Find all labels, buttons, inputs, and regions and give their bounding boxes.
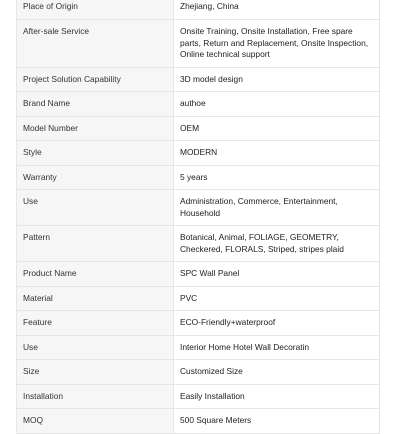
spec-label: Warranty: [17, 165, 174, 190]
spec-label: Brand Name: [17, 92, 174, 117]
spec-value: Zhejiang, China: [174, 0, 380, 20]
spec-label: Place of Origin: [17, 0, 174, 20]
spec-value: Interior Home Hotel Wall Decoratin: [174, 335, 380, 360]
product-spec-table: [16, 0, 380, 434]
spec-label: Use: [17, 335, 174, 360]
spec-label: Product Name: [17, 262, 174, 287]
spec-value: Botanical, Animal, FOLIAGE, GEOMETRY, Checkered, FLORALS, Striped, stripes plaid: [174, 226, 380, 262]
spec-value: MODERN: [174, 141, 380, 166]
spec-value: Administration, Commerce, Entertainment, Household: [174, 190, 380, 226]
spec-label: Style: [17, 141, 174, 166]
spec-label: After-sale Service: [17, 20, 174, 68]
spec-value: 500 Square Meters: [174, 409, 380, 434]
spec-value: Onsite Training, Onsite Installation, Free spare parts, Return and Replacement, Onsite Inspection, Online technical support: [174, 20, 380, 68]
spec-value: SPC Wall Panel: [174, 262, 380, 287]
spec-row-installation: [17, 384, 380, 409]
spec-row-material: [17, 286, 380, 311]
spec-row-product-name: [17, 262, 380, 287]
spec-row-feature: [17, 311, 380, 336]
spec-value: OEM: [174, 116, 380, 141]
spec-row-use: [17, 190, 380, 226]
spec-label: Installation: [17, 384, 174, 409]
spec-label: Project Solution Capability: [17, 67, 174, 92]
spec-row-size: [17, 360, 380, 385]
spec-value: Easily Installation: [174, 384, 380, 409]
spec-row-after-sale-service: [17, 20, 380, 68]
spec-row-brand-name: [17, 92, 380, 117]
spec-label: Material: [17, 286, 174, 311]
spec-row-place-of-origin: [17, 0, 380, 20]
spec-row-use-2: [17, 335, 380, 360]
spec-value: authoe: [174, 92, 380, 117]
spec-row-style: [17, 141, 380, 166]
spec-row-moq: [17, 409, 380, 434]
spec-value: Customized Size: [174, 360, 380, 385]
spec-value: 5 years: [174, 165, 380, 190]
spec-label: Model Number: [17, 116, 174, 141]
spec-label: Pattern: [17, 226, 174, 262]
spec-value: 3D model design: [174, 67, 380, 92]
spec-row-model-number: [17, 116, 380, 141]
spec-label: MOQ: [17, 409, 174, 434]
spec-value: PVC: [174, 286, 380, 311]
spec-row-warranty: [17, 165, 380, 190]
spec-label: Size: [17, 360, 174, 385]
spec-row-pattern: [17, 226, 380, 262]
spec-label: Feature: [17, 311, 174, 336]
spec-label: Use: [17, 190, 174, 226]
spec-row-project-solution-capability: [17, 67, 380, 92]
spec-value: ECO-Friendly+waterproof: [174, 311, 380, 336]
